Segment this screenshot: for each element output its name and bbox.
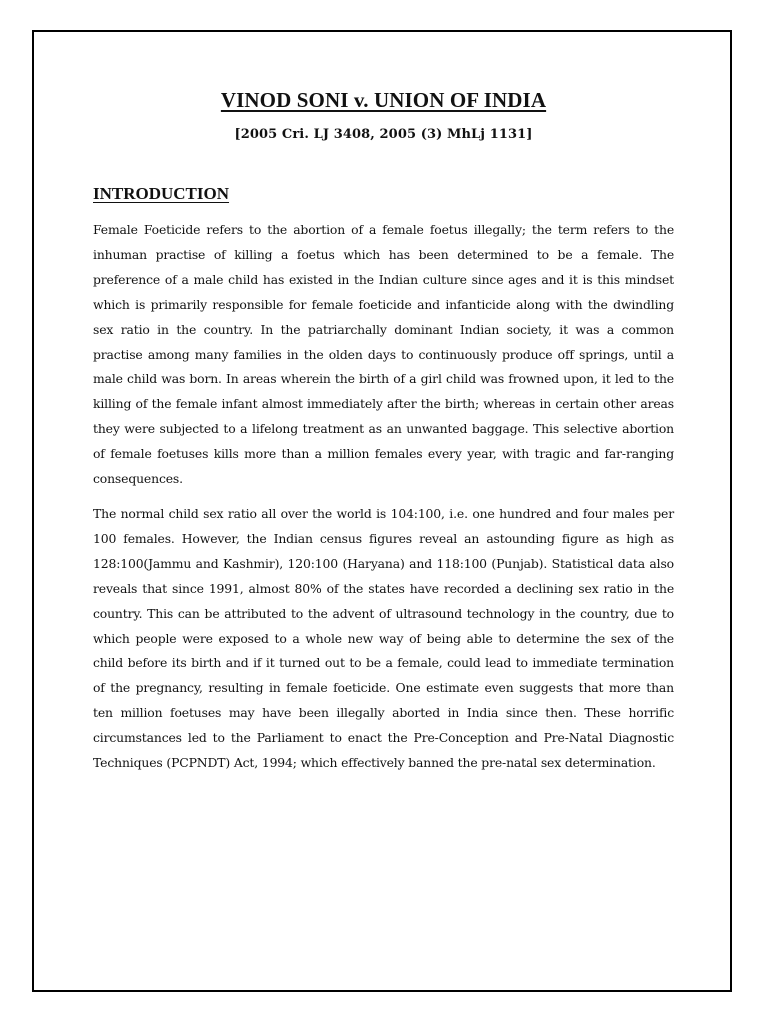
introduction-paragraph-2: The normal child sex ratio all over the world is 104:100, i.e. one hundred and four males per 100 females. However, the Indian census figures reveal an astounding figure as high as 128:100(Jammu and Kashmir), 120:100 (Haryana) and 118:100 (Punjab). Statistical data also reveals that since 1991, almost 80% of the states have recorded a declining sex ratio in the country. This can be attributed to the advent of ultrasound technology in the country, due to which people were exposed to a whole new way of being able to determine the sex of the child before its birth and if it turned out to be a female, could lead to immediate termination of the pregnancy, resulting in female foeticide. One estimate even suggests that more than ten million foetuses may have been illegally aborted in India since then. These horrific circumstances led to the Parliament to enact the Pre-Conception and Pre-Natal Diagnostic Techniques (PCPNDT) Act, 1994; which effectively banned the pre-natal sex determination. — [93, 505, 674, 771]
case-citation: [2005 Cri. LJ 3408, 2005 (3) MhLj 1131] — [234, 127, 533, 142]
introduction-paragraph-1: Female Foeticide refers to the abortion of a female foetus illegally; the term refers to the inhuman practise of killing a foetus which has been determined to be a female. The preference of a male child has existed in the Indian culture since ages and it is this mindset which is primarily responsible for female foeticide and infanticide along with the dwindling sex ratio in the country. In the patriarchally dominant Indian society, it was a common practise among many families in the olden days to continuously produce off springs, until a male child was born. In areas wherein the birth of a girl child was frowned upon, it led to the killing of the female infant almost immediately after the birth; whereas in certain other areas they were subjected to a lifelong treatment as an unwanted baggage. This selective abortion of female foetuses kills more than a million females every year, with tragic and far-ranging consequences. — [93, 222, 674, 487]
section-heading-introduction: INTRODUCTION — [93, 184, 230, 203]
document-body — [93, 86, 674, 776]
document-title: VINOD SONI v. UNION OF INDIA — [220, 88, 547, 112]
